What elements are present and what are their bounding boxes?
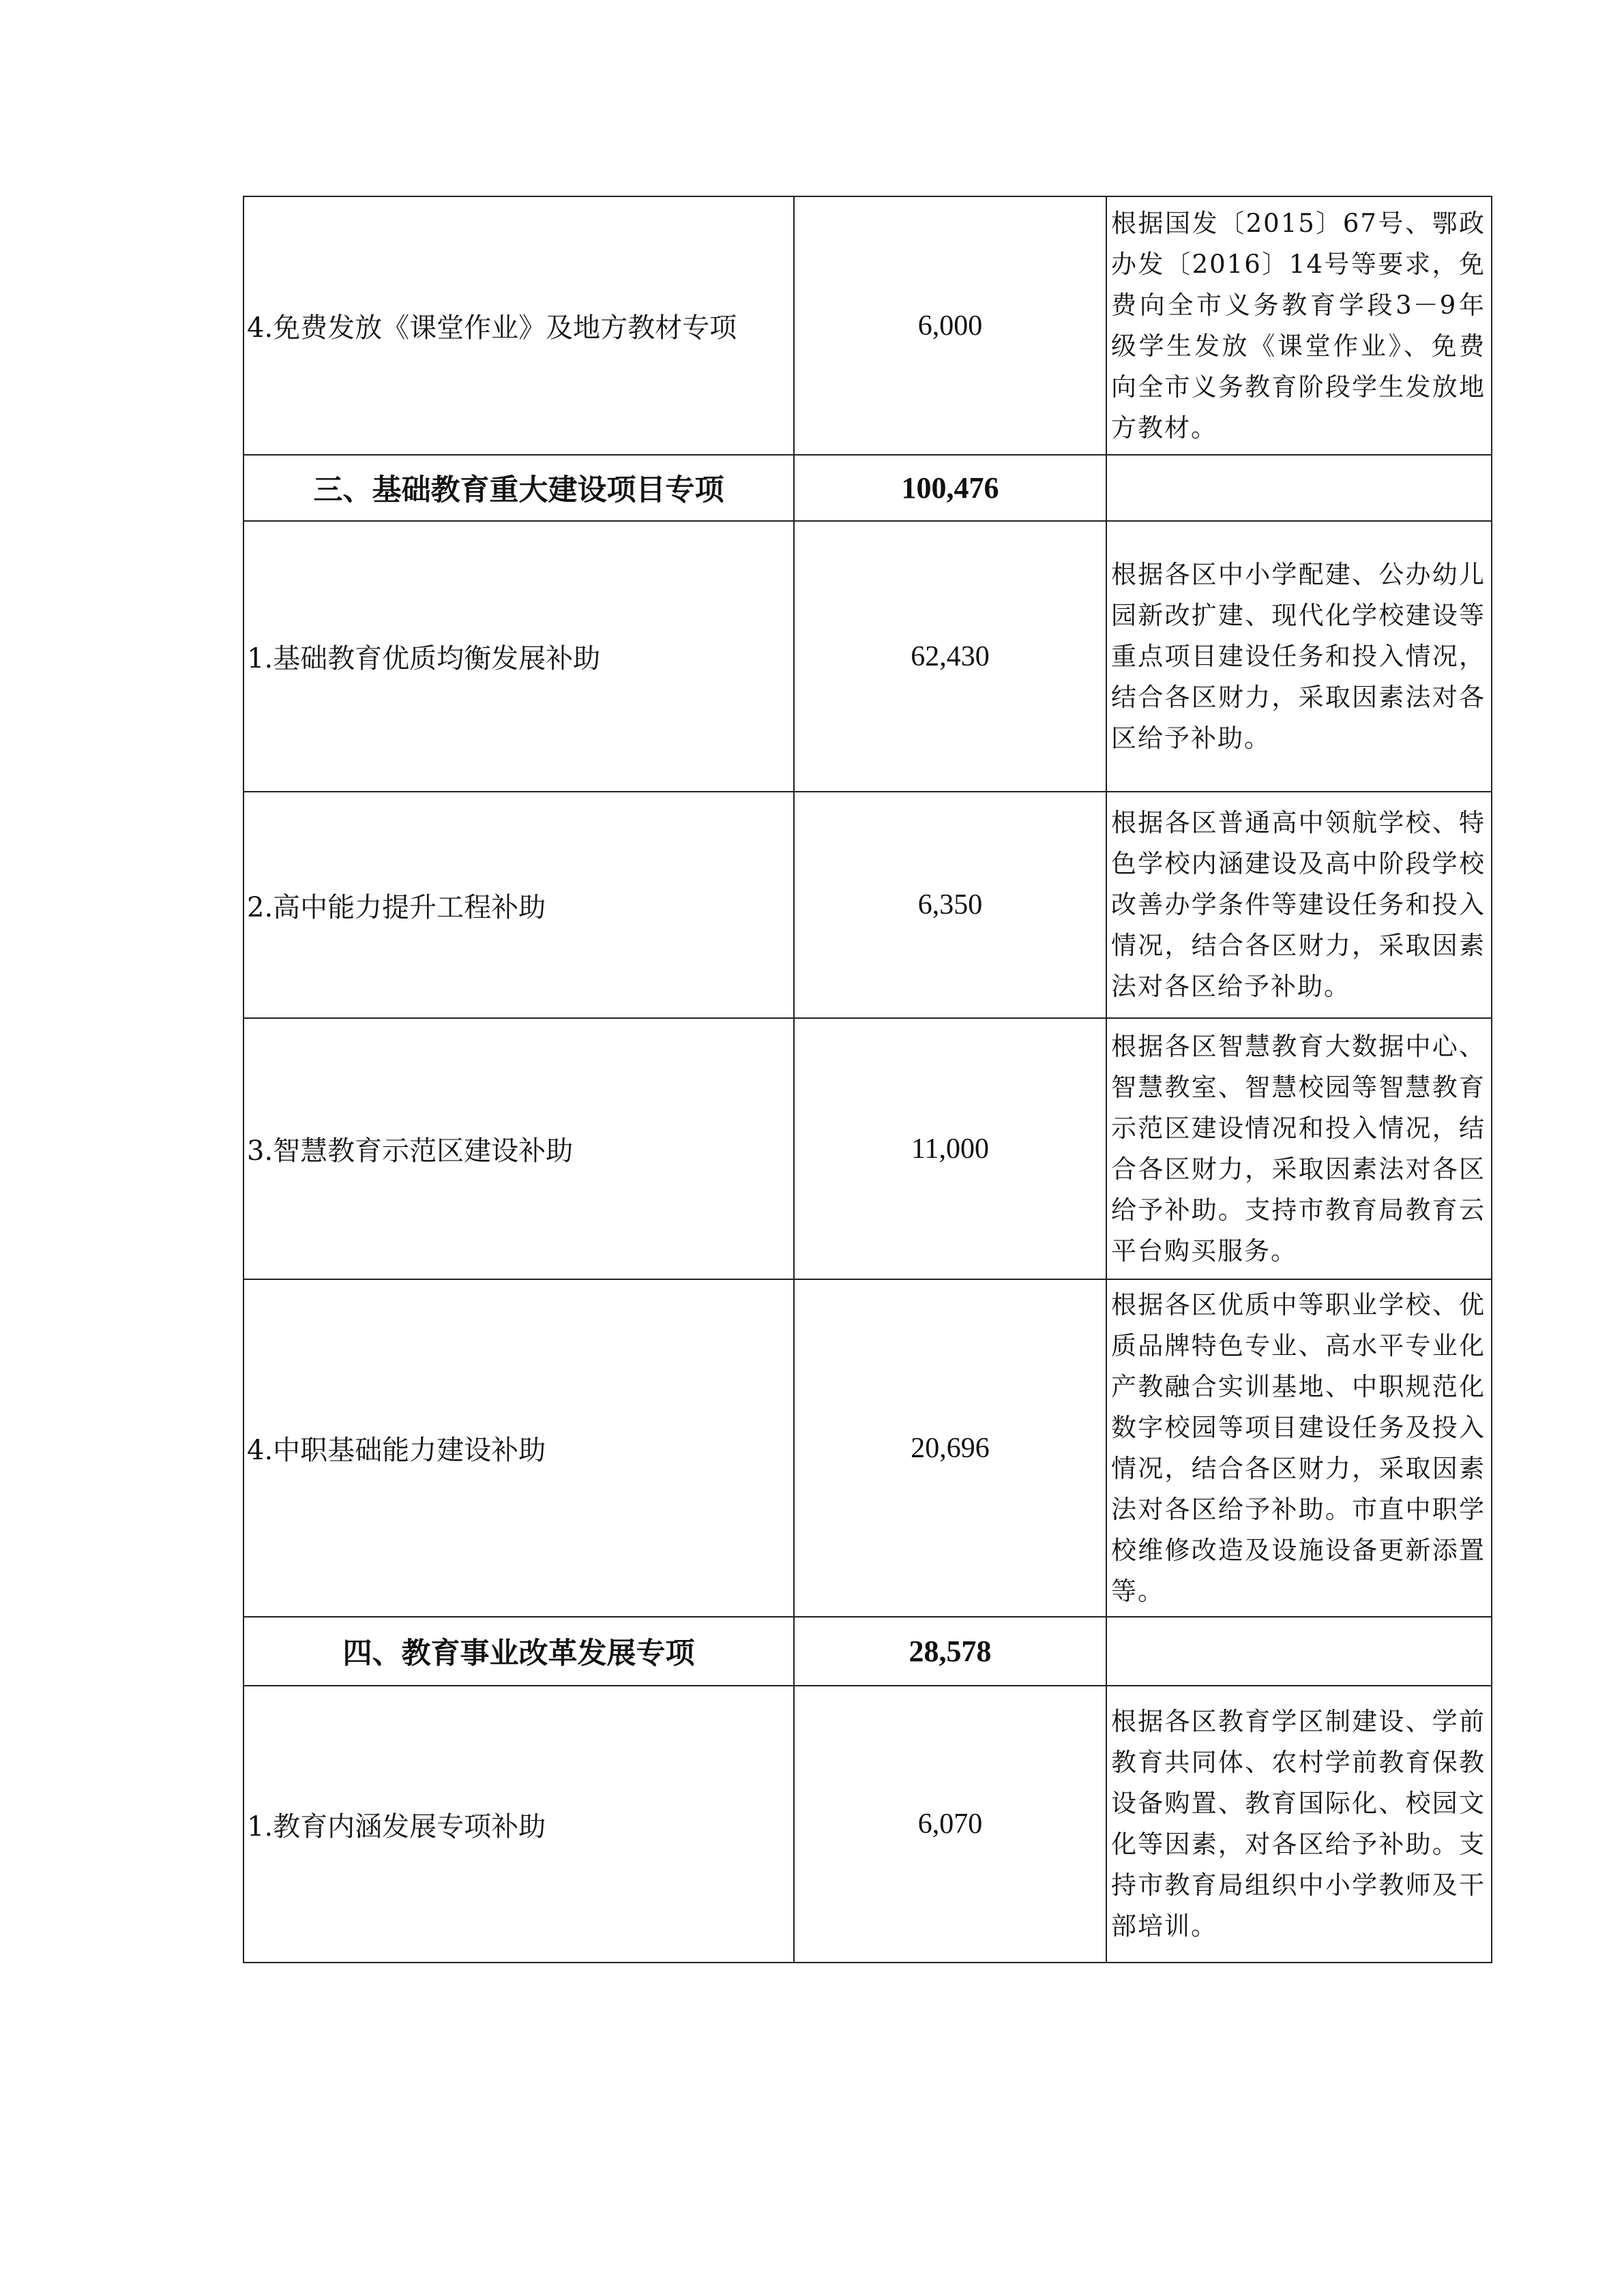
project-name: 1.教育内涵发展专项补助 <box>243 1686 794 1963</box>
project-amount: 6,070 <box>794 1686 1106 1963</box>
section-amount: 100,476 <box>794 455 1106 521</box>
table-row <box>243 1686 1492 1963</box>
project-name: 4.免费发放《课堂作业》及地方教材专项 <box>243 196 794 455</box>
project-name: 4.中职基础能力建设补助 <box>243 1279 794 1617</box>
section-row <box>243 1617 1492 1686</box>
section-note <box>1106 1617 1492 1686</box>
section-amount: 28,578 <box>794 1617 1106 1686</box>
budget-table <box>243 196 1492 1963</box>
project-amount: 6,000 <box>794 196 1106 455</box>
section-name: 三、基础教育重大建设项目专项 <box>243 455 794 521</box>
project-note: 根据各区优质中等职业学校、优质品牌特色专业、高水平专业化产教融合实训基地、中职规范化数字校园等项目建设任务及投入情况，结合各区财力，采取因素法对各区给予补助。市直中职学校维修改造及设施设备更新添置等。 <box>1106 1279 1492 1617</box>
table-row <box>243 1018 1492 1279</box>
section-row <box>243 455 1492 521</box>
project-note: 根据各区中小学配建、公办幼儿园新改扩建、现代化学校建设等重点项目建设任务和投入情况，结合各区财力，采取因素法对各区给予补助。 <box>1106 521 1492 792</box>
project-note: 根据国发〔2015〕67号、鄂政办发〔2016〕14号等要求，免费向全市义务教育学段3－9年级学生发放《课堂作业》、免费向全市义务教育阶段学生发放地方教材。 <box>1106 196 1492 455</box>
table-row <box>243 521 1492 792</box>
project-name: 3.智慧教育示范区建设补助 <box>243 1018 794 1279</box>
section-name: 四、教育事业改革发展专项 <box>243 1617 794 1686</box>
project-name: 2.高中能力提升工程补助 <box>243 792 794 1018</box>
project-name: 1.基础教育优质均衡发展补助 <box>243 521 794 792</box>
table-row <box>243 792 1492 1018</box>
table-row <box>243 1279 1492 1617</box>
project-amount: 62,430 <box>794 521 1106 792</box>
project-amount: 11,000 <box>794 1018 1106 1279</box>
project-note: 根据各区智慧教育大数据中心、智慧教室、智慧校园等智慧教育示范区建设情况和投入情况，结合各区财力，采取因素法对各区给予补助。支持市教育局教育云平台购买服务。 <box>1106 1018 1492 1279</box>
table-row <box>243 196 1492 455</box>
project-note: 根据各区教育学区制建设、学前教育共同体、农村学前教育保教设备购置、教育国际化、校园文化等因素，对各区给予补助。支持市教育局组织中小学教师及干部培训。 <box>1106 1686 1492 1963</box>
project-amount: 6,350 <box>794 792 1106 1018</box>
project-note: 根据各区普通高中领航学校、特色学校内涵建设及高中阶段学校改善办学条件等建设任务和投入情况，结合各区财力，采取因素法对各区给予补助。 <box>1106 792 1492 1018</box>
section-note <box>1106 455 1492 521</box>
project-amount: 20,696 <box>794 1279 1106 1617</box>
